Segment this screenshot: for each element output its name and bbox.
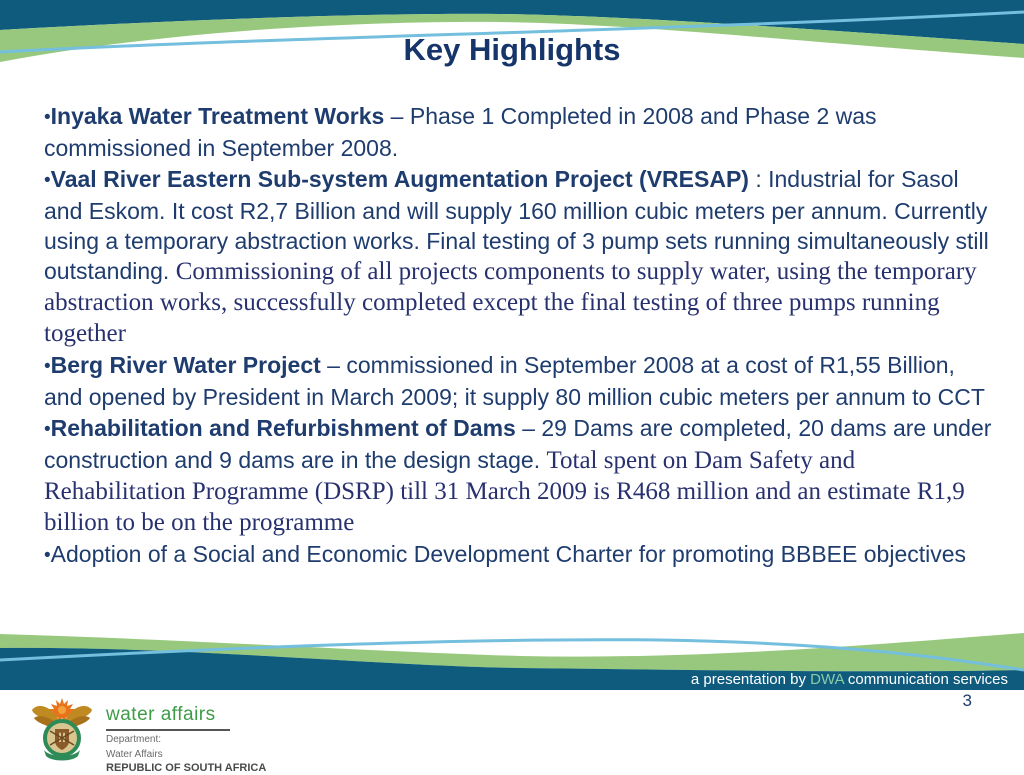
credit-brand: DWA: [810, 671, 844, 688]
presentation-credit: [691, 671, 1008, 688]
bullet-marker: •: [44, 419, 51, 440]
bullet-marker: •: [44, 356, 51, 377]
bullet-segment: Rehabilitation and Refurbishment of Dams: [50, 415, 516, 441]
bullet-marker: •: [44, 170, 51, 191]
bullet-segment: Vaal River Eastern Sub-system Augmentation Project (VRESAP): [50, 166, 749, 192]
bullet-item: [44, 413, 992, 538]
logo-text: [106, 698, 266, 775]
page-number: 3: [962, 691, 972, 710]
logo-country: REPUBLIC OF SOUTH AFRICA: [106, 762, 267, 774]
bullet-item: [44, 539, 992, 571]
department-logo: [30, 698, 266, 775]
bullet-marker: •: [44, 545, 51, 566]
bullet-segment: Inyaka Water Treatment Works: [50, 103, 385, 129]
bullet-list: [44, 101, 992, 572]
logo-dept-line2: Water Affairs: [106, 749, 163, 760]
bullet-segment: Total spent on Dam Safety and Rehabilitation Programme (DSRP) till 31 March 2009 is R468 million and an estimate R1,9 billion to be on the programme: [44, 447, 965, 536]
credit-suffix: communication services: [843, 671, 1008, 688]
credit-prefix: a presentation by: [690, 671, 811, 688]
bullet-segment: Adoption of a Social and Economic Development Charter for promoting BBBEE objectives: [50, 541, 967, 567]
logo-brand-name: water affairs: [106, 704, 230, 731]
bullet-marker: •: [44, 107, 51, 128]
bullet-segment: – 29 Dams are completed, 20 dams are under construction and 9 dams are in the design stage.: [44, 415, 992, 473]
bullet-segment: Berg River Water Project: [50, 352, 321, 378]
bullet-segment: – Phase 1 Completed in 2008 and Phase 2 was commissioned in September 2008.: [44, 103, 877, 161]
bullet-segment: : Industrial for Sasol and Eskom. It cost R2,7 Billion and will supply 160 million cubic meters per annum. Currently using a temporary abstraction works. Final testing of 3 pump sets running simultaneously still outstanding.: [44, 166, 989, 284]
bullet-item: [44, 101, 992, 163]
sa-coat-of-arms-icon: [30, 698, 94, 764]
bullet-item: [44, 350, 992, 412]
bullet-segment: Commissioning of all projects components to supply water, using the temporary abstraction works, successfully completed except the final testing of three pumps running together: [44, 258, 977, 347]
bullet-item: [44, 164, 992, 349]
logo-dept-line1: Department:: [106, 734, 162, 745]
page-title: Key Highlights: [403, 32, 621, 67]
bullet-segment: – commissioned in September 2008 at a cost of R1,55 Billion, and opened by President in March 2009; it supply 80 million cubic meters per annum to CCT: [44, 352, 985, 410]
